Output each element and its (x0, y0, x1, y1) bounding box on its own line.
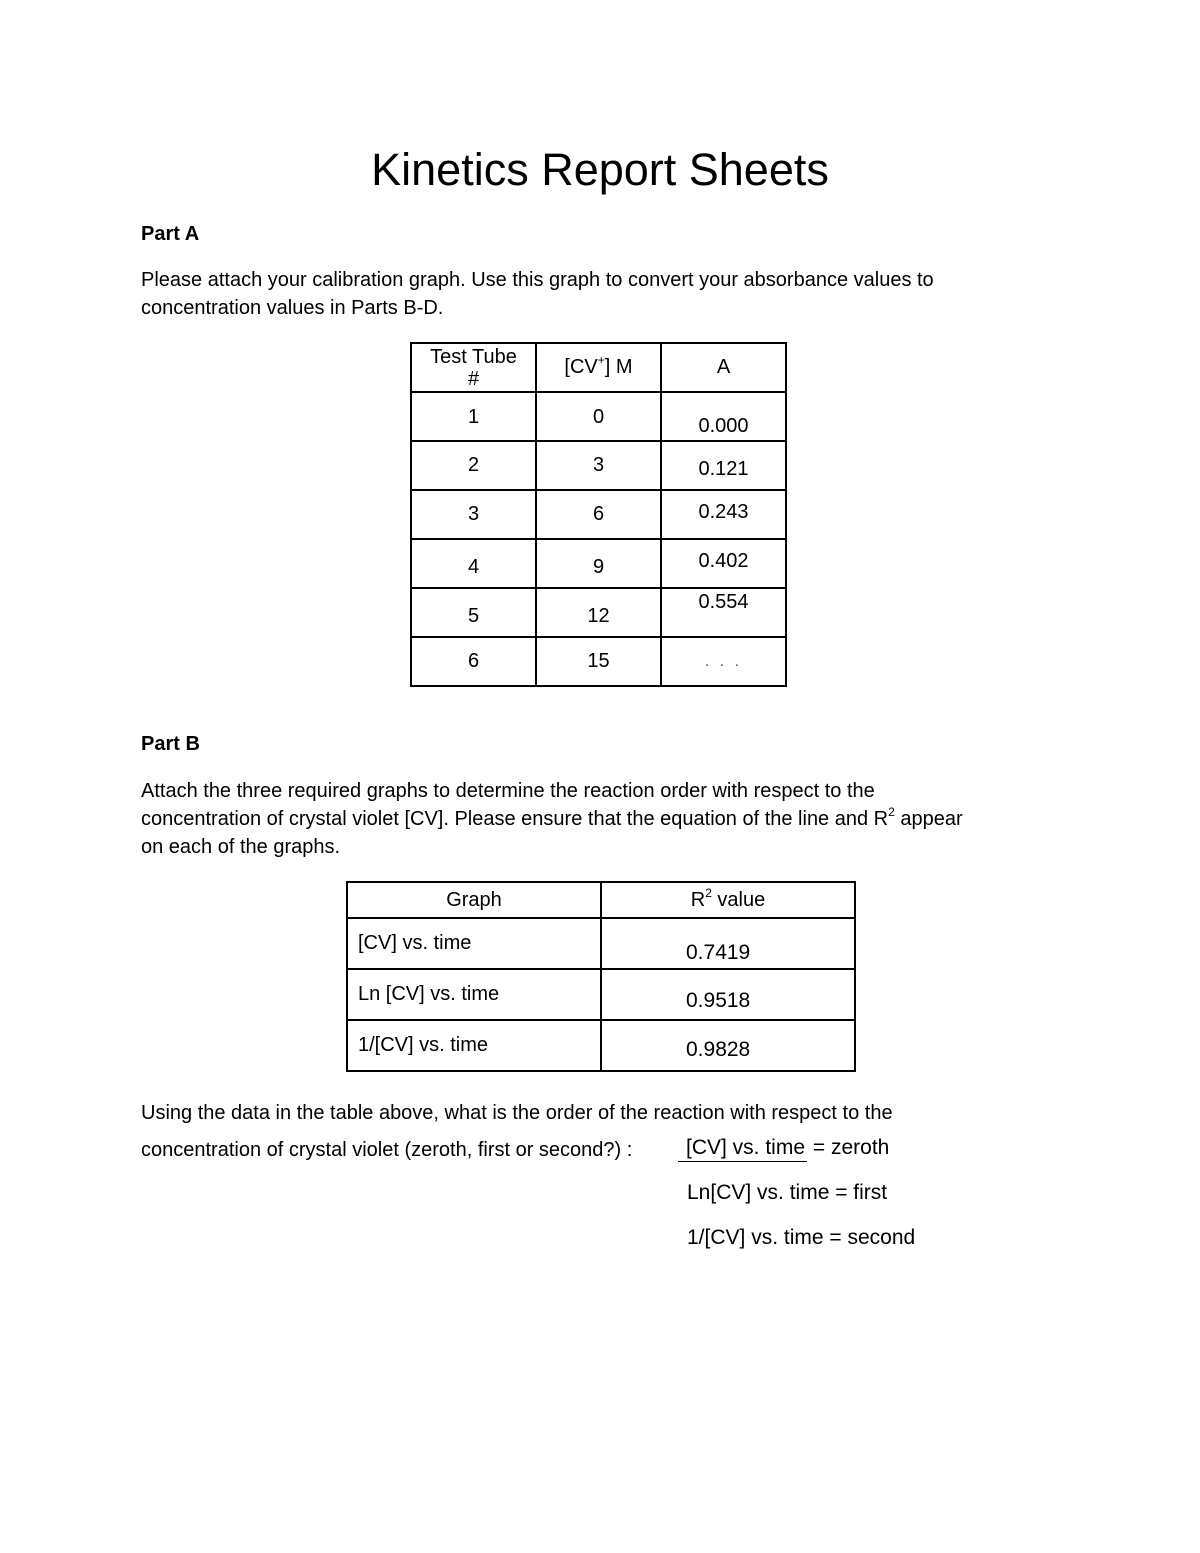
table-row (347, 1020, 855, 1071)
table-row (411, 441, 786, 490)
cell-abs: 0.000 (661, 392, 786, 441)
table-row (347, 918, 855, 969)
answer-zeroth-tail: = zeroth (807, 1136, 890, 1159)
table-row (411, 490, 786, 539)
answer-zeroth-underlined: [CV] vs. time (678, 1135, 807, 1162)
question-line2: concentration of crystal violet (zeroth, first or second?) : (141, 1139, 633, 1161)
header-test-tube-line2: # (467, 367, 480, 390)
answer-zeroth (678, 1135, 889, 1162)
table-row (411, 588, 786, 637)
header-concentration-sup: + (597, 353, 605, 367)
cell-tube: 2 (411, 441, 536, 490)
cell-tube: 1 (411, 392, 536, 441)
part-b-instructions-line2 (141, 805, 1081, 833)
cell-conc: 0 (536, 392, 661, 441)
cell-abs: 0.554 (661, 588, 786, 637)
cell-r2: 0.7419 (601, 918, 855, 969)
cell-abs: 0.243 (661, 490, 786, 539)
cell-tube: 5 (411, 588, 536, 637)
cell-r2: 0.9518 (601, 969, 855, 1020)
header-r2-sup: 2 (705, 885, 712, 900)
cell-abs: 0.121 (661, 441, 786, 490)
question-line1: Using the data in the table above, what is the order of the reaction with respect to the (141, 1102, 893, 1124)
header-test-tube (411, 343, 536, 392)
cell-conc: 6 (536, 490, 661, 539)
part-a-heading: Part A (141, 223, 200, 245)
cell-r2: 0.9828 (601, 1020, 855, 1071)
part-b-instructions (141, 777, 1081, 861)
cell-abs: . . . (661, 637, 786, 686)
part-a-instructions-line1: Please attach your calibration graph. Use this graph to convert your absorbance values to (141, 269, 934, 291)
part-a-instructions-line2: concentration values in Parts B-D. (141, 297, 444, 319)
cell-tube: 3 (411, 490, 536, 539)
part-b-instructions-line2b: appear (894, 808, 963, 830)
cell-graph: 1/[CV] vs. time (347, 1020, 601, 1071)
part-b-instructions-line2a: concentration of crystal violet [CV]. Please ensure that the equation of the line and R (141, 808, 889, 830)
r2-table-header (347, 882, 855, 918)
calibration-table (410, 342, 787, 687)
cell-tube: 6 (411, 637, 536, 686)
table-row (411, 637, 786, 686)
header-r2-base: R (690, 888, 706, 911)
table-row (411, 392, 786, 441)
calibration-table-header (411, 343, 786, 392)
header-concentration-base: [CV (564, 356, 598, 378)
header-absorbance: A (661, 343, 786, 392)
part-a-instructions (141, 266, 1081, 322)
header-graph: Graph (347, 882, 601, 918)
cell-tube: 4 (411, 539, 536, 588)
table-row (347, 969, 855, 1020)
cell-abs: 0.402 (661, 539, 786, 588)
cell-graph: Ln [CV] vs. time (347, 969, 601, 1020)
cell-conc: 3 (536, 441, 661, 490)
header-r2-tail: value (711, 888, 766, 911)
part-b-instructions-line3: on each of the graphs. (141, 836, 341, 858)
cell-conc: 15 (536, 637, 661, 686)
part-b-instructions-line1: Attach the three required graphs to determine the reaction order with respect to the (141, 780, 875, 802)
header-test-tube-line1: Test Tube (430, 345, 517, 368)
cell-conc: 12 (536, 588, 661, 637)
header-r2 (601, 882, 855, 918)
header-concentration (536, 343, 661, 392)
part-b-instructions-sup: 2 (888, 805, 895, 819)
table-row (411, 539, 786, 588)
part-b-heading: Part B (141, 733, 200, 755)
page-title: Kinetics Report Sheets (371, 144, 829, 195)
answer-second: 1/[CV] vs. time = second (687, 1226, 916, 1249)
answer-first: Ln[CV] vs. time = first (687, 1181, 888, 1204)
cell-conc: 9 (536, 539, 661, 588)
cell-graph: [CV] vs. time (347, 918, 601, 969)
r2-table (346, 881, 856, 1072)
header-concentration-tail: ] M (604, 356, 633, 378)
